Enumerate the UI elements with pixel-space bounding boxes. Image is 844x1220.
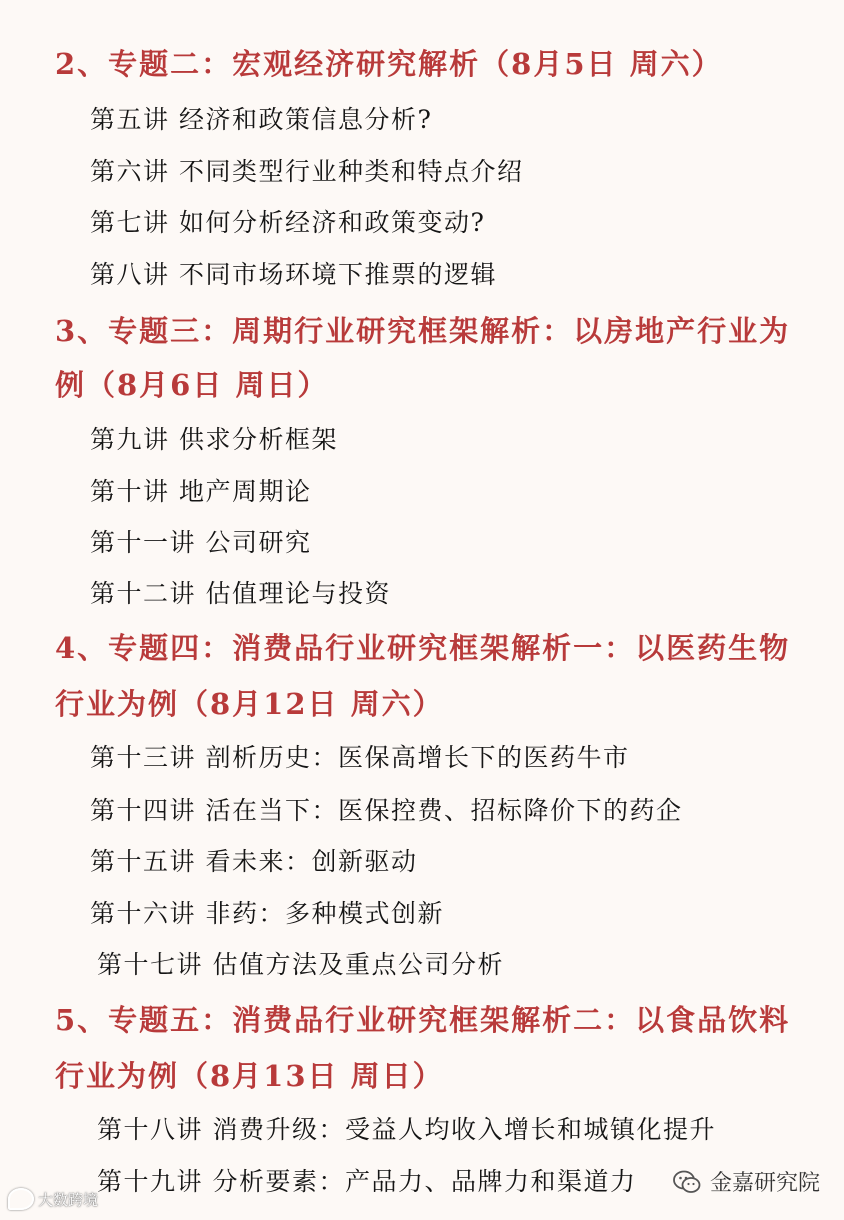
brand-logo-icon [8, 1188, 34, 1210]
watermark-right [672, 1166, 820, 1197]
lecture-7: 第七讲 如何分析经济和政策变动? [90, 208, 486, 237]
lecture-15: 第十五讲 看未来：创新驱动 [90, 847, 418, 876]
lecture-17: 第十七讲 估值方法及重点公司分析 [97, 950, 504, 979]
section-4-heading: 4、专题四：消费品行业研究框架解析一：以医药生物 [55, 631, 791, 665]
lecture-14: 第十四讲 活在当下：医保控费、招标降价下的药企 [90, 796, 683, 825]
lecture-9: 第九讲 供求分析框架 [90, 425, 338, 454]
section-3-heading: 3、专题三：周期行业研究框架解析：以房地产行业为 [55, 314, 791, 348]
lecture-5: 第五讲 经济和政策信息分析? [90, 105, 433, 134]
lecture-16: 第十六讲 非药：多种模式创新 [90, 899, 444, 928]
lecture-19: 第十九讲 分析要素：产品力、品牌力和渠道力 [97, 1167, 637, 1196]
wechat-icon [672, 1169, 702, 1195]
watermark-left-text: 大数跨境 [38, 1190, 99, 1209]
lecture-10: 第十讲 地产周期论 [90, 477, 312, 506]
section-4-heading-cont: 行业为例（8月12日 周六） [55, 687, 444, 721]
lecture-12: 第十二讲 估值理论与投资 [90, 579, 391, 608]
lecture-8: 第八讲 不同市场环境下推票的逻辑 [90, 260, 497, 289]
lecture-6: 第六讲 不同类型行业种类和特点介绍 [90, 157, 524, 186]
lecture-18: 第十八讲 消费升级：受益人均收入增长和城镇化提升 [97, 1115, 716, 1144]
section-5-heading-cont: 行业为例（8月13日 周日） [55, 1059, 444, 1093]
watermark-right-text: 金嘉研究院 [710, 1171, 821, 1196]
section-5-heading: 5、专题五：消费品行业研究框架解析二：以食品饮料 [55, 1003, 791, 1037]
lecture-13: 第十三讲 剖析历史：医保高增长下的医药牛市 [90, 743, 630, 772]
lecture-11: 第十一讲 公司研究 [90, 528, 312, 557]
section-2-heading: 2、专题二：宏观经济研究解析（8月5日 周六） [55, 47, 723, 81]
section-3-heading-cont: 例（8月6日 周日） [55, 368, 329, 402]
watermark-left [8, 1188, 98, 1210]
